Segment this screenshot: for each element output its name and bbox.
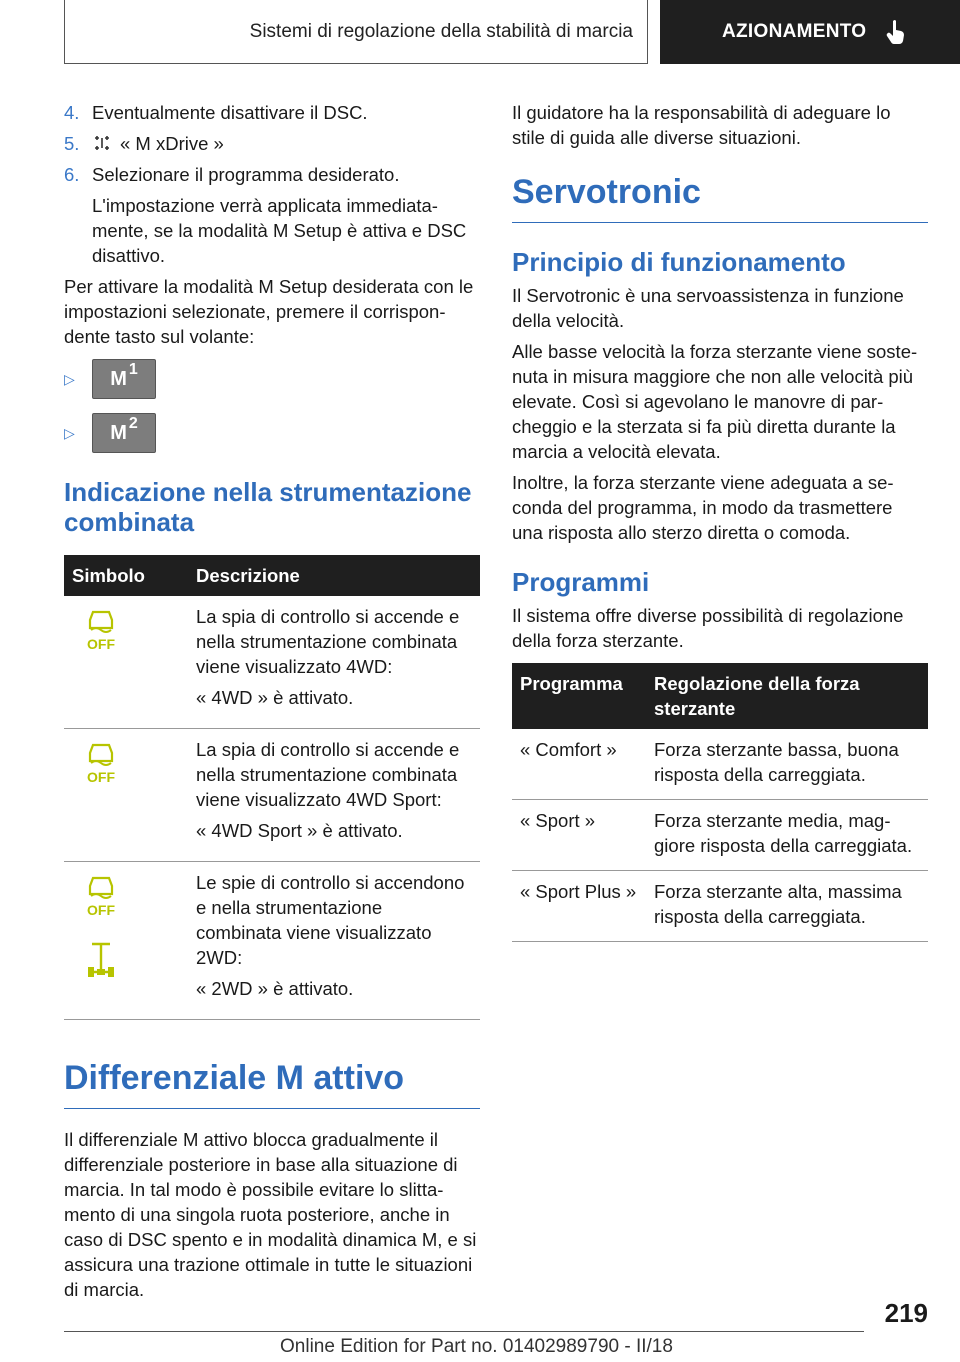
step-text: Eventualmente disattivare il DSC. <box>92 102 368 123</box>
list-marker: ▷ <box>64 370 75 387</box>
programs-heading: Programmi <box>512 567 650 597</box>
row-status: « 4WD Sport » è attivato. <box>196 820 403 841</box>
m1-steering-button <box>92 359 156 399</box>
principle-paragraph-1: Il Servotronic è una servoassistenza in funzione della velocità. <box>512 285 904 331</box>
step-5 <box>64 131 480 156</box>
step-number: 5. <box>64 133 80 154</box>
table-row <box>64 596 480 729</box>
section-header <box>64 0 648 64</box>
step-text: Selezionare il programma desiderato. <box>92 164 400 185</box>
row-description: La spia di controllo si accende e nella strumentazione combinata viene visualizzato 4WD Sport: <box>196 739 460 810</box>
indication-heading: Indicazione nella strumentazione combinata <box>64 477 472 537</box>
diff-paragraph: Il differenziale M attivo blocca gradualmente il differenziale posteriore in base alla situazione di marcia. In tal modo è possibile evitare lo slittamento di una singola ruota posteriore, anche in caso di DSC spento e in modalità dinamica M, e si assicura una trazione ottimale in tutte le situazioni di marcia. <box>64 1129 477 1300</box>
button-label: M <box>110 367 127 390</box>
servotronic-heading: Servotronic <box>512 172 928 223</box>
programs-paragraph: Il sistema offre diverse possibilità di regolazione della forza sterzante. <box>512 605 904 651</box>
rear-wheel-drive-icon <box>84 940 118 980</box>
program-setting: Forza sterzante bassa, buona risposta della carreggiata. <box>646 729 928 800</box>
step-4 <box>64 100 480 125</box>
program-name: « Sport » <box>512 800 646 871</box>
program-name: « Comfort » <box>512 729 646 800</box>
program-name: « Sport Plus » <box>512 871 646 942</box>
section-title: Sistemi di regolazione della stabilità di marcia <box>249 20 633 42</box>
col-program: Programma <box>512 663 646 729</box>
list-marker: ▷ <box>64 424 75 441</box>
pointing-hand-icon <box>886 19 906 45</box>
right-column <box>512 100 928 942</box>
step-number: 6. <box>64 164 80 185</box>
table-row <box>64 862 480 1020</box>
col-description: Descrizione <box>188 555 480 596</box>
svg-text:OFF: OFF <box>87 636 115 652</box>
step-number: 4. <box>64 102 80 123</box>
principle-heading: Principio di funzionamento <box>512 247 846 277</box>
program-setting: Forza sterzante alta, massima risposta della carreggiata. <box>646 871 928 942</box>
button-label: M <box>110 421 127 444</box>
program-setting: Forza sterzante media, maggiore risposta della carreggiata. <box>646 800 928 871</box>
dsc-off-warning-icon <box>84 741 118 785</box>
row-status: « 2WD » è attivato. <box>196 978 354 999</box>
svg-text:OFF: OFF <box>87 769 115 785</box>
svg-text:OFF: OFF <box>87 902 115 918</box>
edition-text: Online Edition for Part no. 01402989790 - II/18 <box>280 1336 673 1357</box>
table-row <box>64 729 480 862</box>
chapter-header <box>660 0 960 64</box>
dsc-off-warning-icon <box>84 874 118 918</box>
setup-paragraph: Per attivare la modalità M Setup desiderata con le impostazioni selezionate, premere il corrispondente tasto sul volante: <box>64 276 474 347</box>
principle-paragraph-2: Alle basse velocità la forza sterzante viene sostenuta in misura maggiore che non alle velocità più elevate. Così si agevolano le manovre di parcheggio e la sterzata si fa più diretta durante la marcia a velocità elevata. <box>512 341 918 462</box>
button-sup: 2 <box>128 414 138 432</box>
program-table <box>512 663 928 942</box>
m2-button-item <box>64 413 480 453</box>
row-description: La spia di controllo si accende e nella strumentazione combinata viene visualizzato 4WD: <box>196 606 460 677</box>
left-column <box>64 100 480 1308</box>
m2-steering-button <box>92 413 156 453</box>
dsc-off-warning-icon <box>84 608 118 652</box>
col-symbol: Simbolo <box>64 555 188 596</box>
principle-paragraph-3: Inoltre, la forza sterzante viene adeguata a seconda del programma, in modo da trasmettere una risposta allo sterzo diretta o comoda. <box>512 472 894 543</box>
page-number: 219 <box>884 1298 928 1328</box>
step-6 <box>64 162 480 187</box>
table-row <box>512 800 928 871</box>
indicator-table <box>64 555 480 1020</box>
footer-divider <box>64 1331 864 1332</box>
col-setting: Regolazione della forza sterzante <box>646 663 928 729</box>
chapter-title: AZIONAMENTO <box>722 21 867 42</box>
table-row <box>512 729 928 800</box>
step-text: « M xDrive » <box>120 133 224 154</box>
step-6-note: L'impostazione verrà applicata immediatamente, se la modalità M Setup è attiva e DSC disattivo. <box>92 195 467 266</box>
row-description: Le spie di controllo si accendono e nella strumentazione combinata viene visualizzato 2WD: <box>196 872 465 968</box>
m1-button-item <box>64 359 480 399</box>
table-row <box>512 871 928 942</box>
button-sup: 1 <box>128 360 138 378</box>
intro-paragraph: Il guidatore ha la responsabilità di adeguare lo stile di guida alle diverse situazioni. <box>512 102 891 148</box>
row-status: « 4WD » è attivato. <box>196 687 354 708</box>
diff-heading: Differenziale M attivo <box>64 1058 480 1109</box>
xdrive-drivetrain-icon <box>92 133 112 153</box>
